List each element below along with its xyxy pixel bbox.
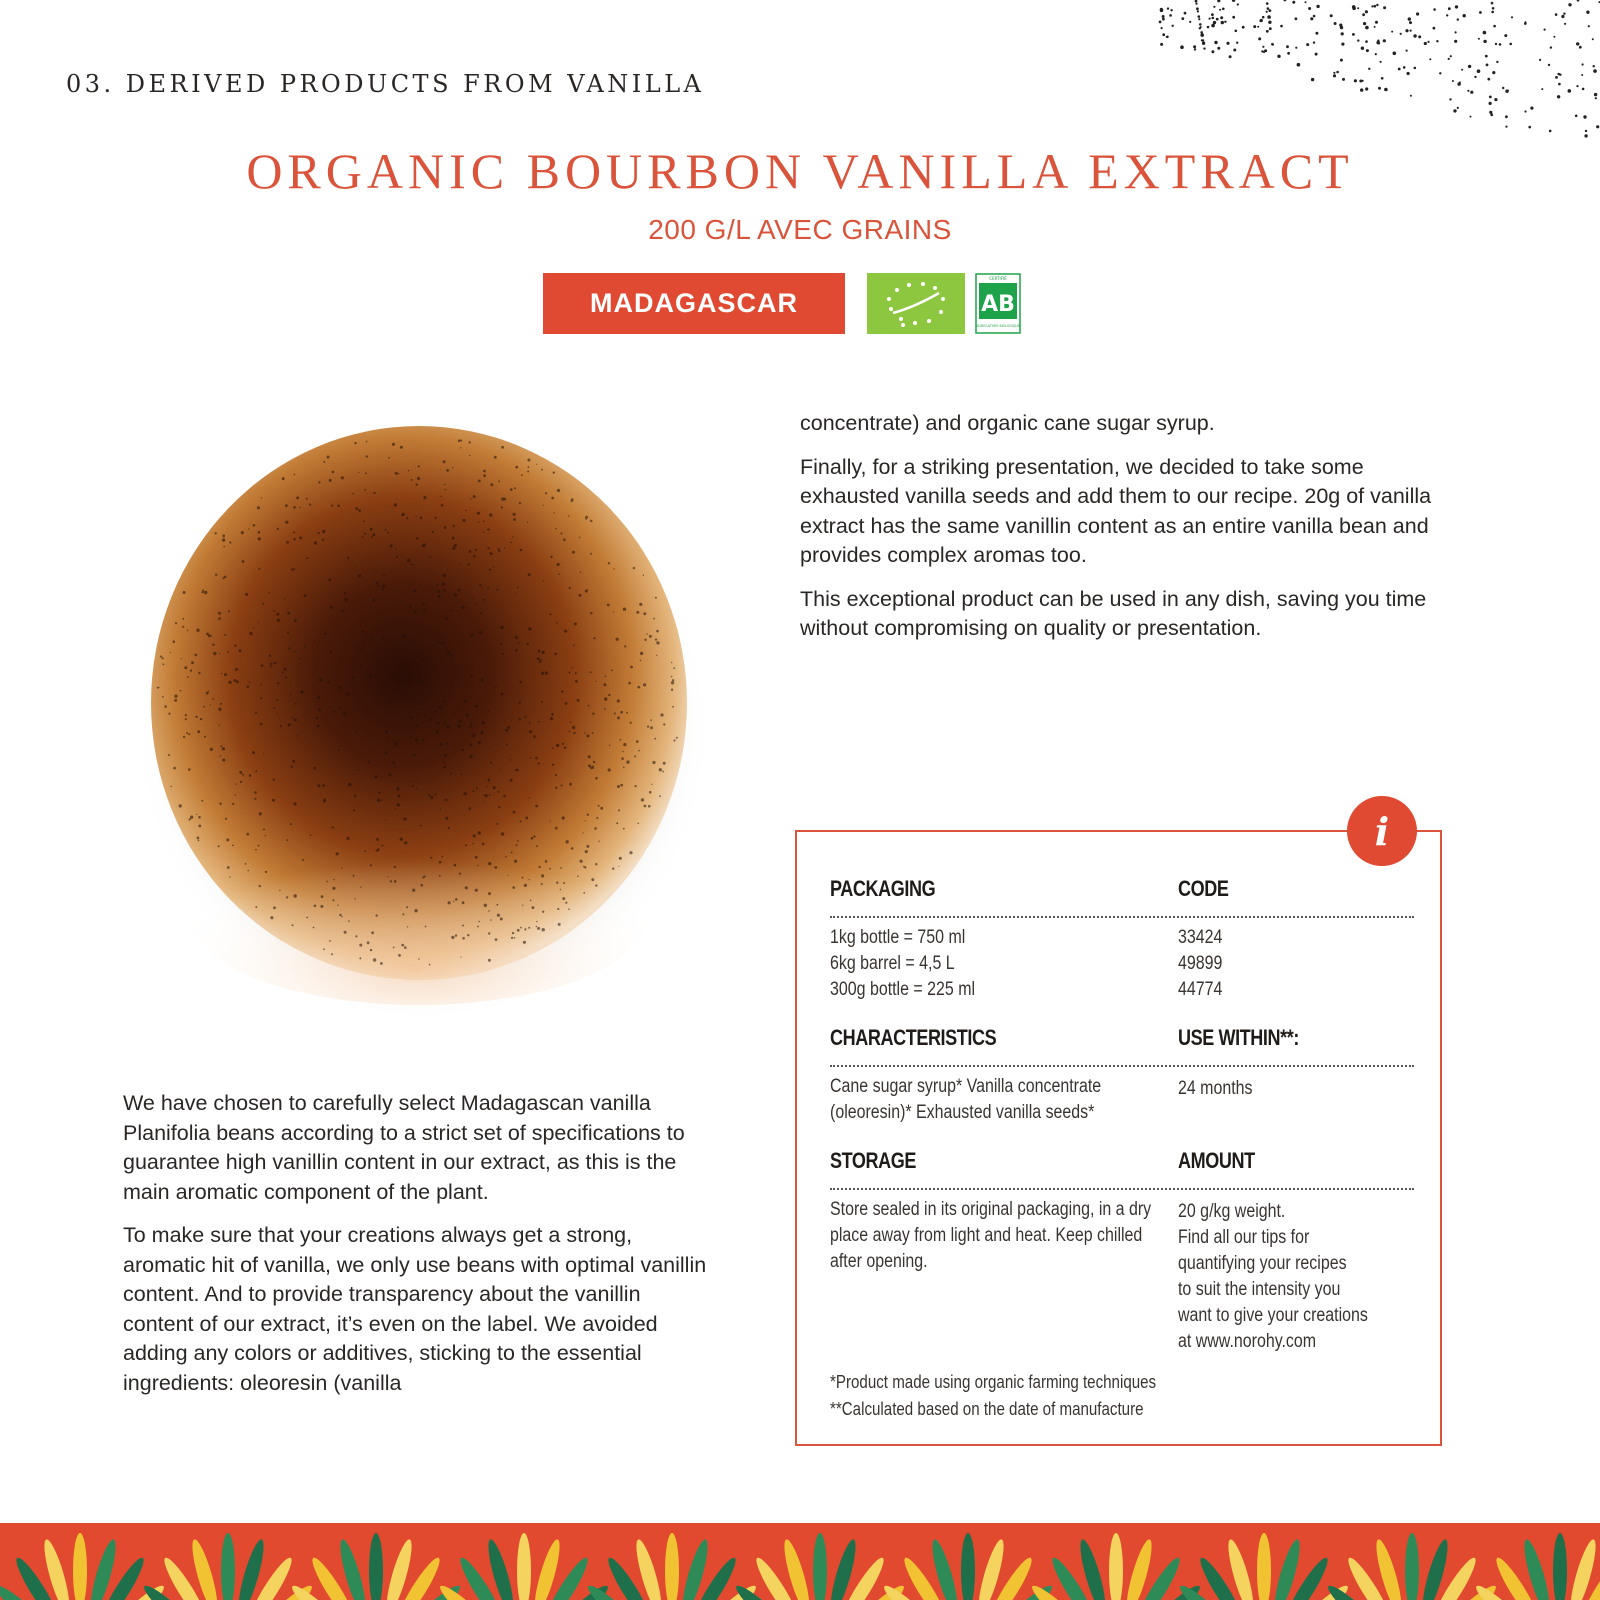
- right-paragraph-1: concentrate) and organic cane sugar syrup.: [800, 411, 1215, 435]
- characteristics-line: (oleoresin)* Exhausted vanilla seeds*: [830, 1102, 1095, 1123]
- divider: [830, 1065, 1414, 1067]
- amount-text: [1178, 1199, 1414, 1355]
- footnote-organic: *Product made using organic farming techniques: [830, 1372, 1157, 1392]
- amount-line: at www.norohy.com: [1178, 1331, 1317, 1352]
- storage-header: STORAGE: [830, 1148, 917, 1173]
- amount-line: Find all our tips for: [1178, 1227, 1310, 1248]
- info-icon: i: [1347, 796, 1417, 866]
- packaging-list: [830, 925, 1175, 1003]
- packaging-item: 300g bottle = 225 ml: [830, 979, 976, 1000]
- left-paragraph-1: We have chosen to carefully select Madagascan vanilla Planifolia beans according to a strict set of specifications to guarantee high vanillin content in our extract, as this is the main aromatic component of the plant.: [123, 1091, 685, 1204]
- amount-line: 20 g/kg weight.: [1178, 1201, 1286, 1222]
- use-within-header: USE WITHIN**:: [1178, 1025, 1299, 1050]
- footnotes: [830, 1369, 1156, 1423]
- packaging-header: PACKAGING: [830, 876, 936, 901]
- ab-logo-bottom-text: AGRICULTURE BIOLOGIQUE: [976, 324, 1020, 328]
- footnote-manufacture: **Calculated based on the date of manufacture: [830, 1399, 1144, 1419]
- characteristics-line: Cane sugar syrup* Vanilla concentrate: [830, 1076, 1102, 1097]
- amount-line: quantifying your recipes: [1178, 1253, 1347, 1274]
- storage-line: after opening.: [830, 1251, 928, 1272]
- eu-organic-leaf-icon: [867, 273, 965, 334]
- packaging-code: 44774: [1178, 979, 1223, 1000]
- right-paragraph-3: This exceptional product can be used in any dish, saving you time without compromising on quality or presentation.: [800, 586, 1427, 640]
- storage-line: place away from light and heat. Keep chilled: [830, 1225, 1143, 1246]
- amount-line: want to give your creations: [1178, 1305, 1368, 1326]
- packaging-code: 33424: [1178, 927, 1223, 948]
- code-header: CODE: [1178, 876, 1229, 901]
- divider: [830, 1188, 1414, 1190]
- origin-badge: MADAGASCAR: [543, 273, 845, 334]
- decorative-leaf-band: [0, 1523, 1600, 1600]
- section-title: 03. DERIVED PRODUCTS FROM VANILLA: [66, 70, 705, 98]
- storage-text: [830, 1197, 1175, 1275]
- product-subtitle: 200 G/L AVEC GRAINS: [648, 214, 952, 245]
- packaging-code: 49899: [1178, 953, 1223, 974]
- characteristics-header: CHARACTERISTICS: [830, 1025, 997, 1050]
- use-within-value: 24 months: [1178, 1078, 1253, 1099]
- code-list: [1178, 925, 1414, 1003]
- ab-organic-icon: [975, 273, 1021, 334]
- left-description: [123, 1089, 713, 1412]
- ab-logo-top-text: CERTIFIÉ: [989, 276, 1007, 281]
- product-title: ORGANIC BOURBON VANILLA EXTRACT: [246, 143, 1354, 199]
- amount-header: AMOUNT: [1178, 1148, 1255, 1173]
- packaging-item: 6kg barrel = 4,5 L: [830, 953, 955, 974]
- left-paragraph-2: To make sure that your creations always get a strong, aromatic hit of vanilla, we only use beans with optimal vanillin content. And to provide transparency about the vanillin content of our extract, it’s even on the label. We avoided adding any colors or additives, sticking to the essential ingredients: oleoresin (vanilla: [123, 1223, 707, 1395]
- right-paragraph-2: Finally, for a striking presentation, we decided to take some exhausted vanilla seeds and add them to our recipe. 20g of vanilla extract has the same vanillin content as an entire vanilla bean and provides complex aromas too.: [800, 454, 1432, 567]
- vanilla-extract-photo: [115, 395, 735, 1035]
- storage-line: Store sealed in its original packaging, in a dry: [830, 1199, 1152, 1220]
- ab-logo-text: AB: [981, 292, 1015, 317]
- right-description: [800, 409, 1450, 658]
- divider: [830, 916, 1414, 918]
- amount-line: to suit the intensity you: [1178, 1279, 1341, 1300]
- characteristics-text: [830, 1074, 1175, 1126]
- packaging-item: 1kg bottle = 750 ml: [830, 927, 966, 948]
